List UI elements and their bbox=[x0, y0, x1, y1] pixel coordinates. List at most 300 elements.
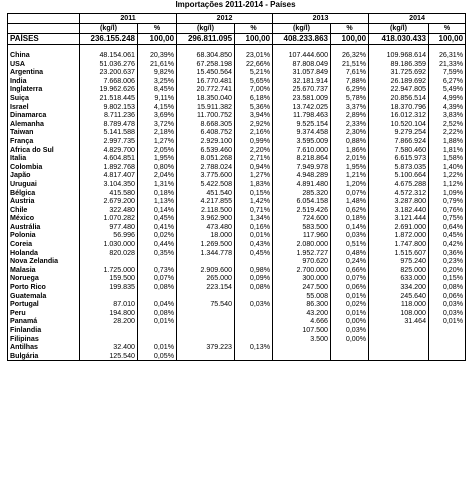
percent-cell bbox=[138, 257, 177, 266]
table-row bbox=[8, 283, 466, 292]
percent-cell: 1,95% bbox=[138, 154, 177, 163]
kg-cell: 3.500 bbox=[273, 335, 331, 344]
percent-cell: 0,14% bbox=[331, 223, 369, 232]
percent-cell: 1,09% bbox=[429, 189, 466, 198]
kg-cell bbox=[80, 257, 138, 266]
table-row bbox=[8, 197, 466, 206]
table-row bbox=[8, 60, 466, 69]
kg-cell: 20.772.741 bbox=[177, 85, 235, 94]
percent-cell: 0,07% bbox=[331, 274, 369, 283]
country-cell: Chile bbox=[8, 206, 80, 215]
kg-cell bbox=[177, 352, 235, 361]
percent-cell: 0,08% bbox=[138, 283, 177, 292]
table-row bbox=[8, 120, 466, 129]
kg-cell: 125.540 bbox=[80, 352, 138, 361]
percent-cell: 0,14% bbox=[138, 206, 177, 215]
kg-cell: 51.036.276 bbox=[80, 60, 138, 69]
kg-cell: 108.000 bbox=[369, 309, 429, 318]
percent-cell: 2,92% bbox=[235, 120, 273, 129]
country-cell: Israel bbox=[8, 103, 80, 112]
kg-cell: 18.000 bbox=[177, 231, 235, 240]
country-cell: Colombia bbox=[8, 163, 80, 172]
percent-cell: 0,44% bbox=[138, 240, 177, 249]
percent-cell: 0,36% bbox=[429, 249, 466, 258]
percent-cell: 0,43% bbox=[235, 240, 273, 249]
year-header-row bbox=[8, 14, 466, 24]
table-row bbox=[8, 68, 466, 77]
kg-cell bbox=[80, 292, 138, 301]
kg-cell: 4.829.700 bbox=[80, 146, 138, 155]
kg-cell: 7.949.978 bbox=[273, 163, 331, 172]
kg-cell: 31.057.849 bbox=[273, 68, 331, 77]
kg-cell: 31.464 bbox=[369, 317, 429, 326]
kg-cell: 43.200 bbox=[273, 309, 331, 318]
kg-cell: 55.008 bbox=[273, 292, 331, 301]
total-cell: 418.030.433 bbox=[369, 34, 429, 45]
kg-cell: 265.000 bbox=[177, 274, 235, 283]
kg-cell: 2.700.000 bbox=[273, 266, 331, 275]
kg-cell: 2.519.426 bbox=[273, 206, 331, 215]
table-row bbox=[8, 317, 466, 326]
total-cell: 236.155.248 bbox=[80, 34, 138, 45]
kg-cell: 451.540 bbox=[177, 189, 235, 198]
percent-cell: 3,37% bbox=[331, 103, 369, 112]
kg-cell: 7.866.924 bbox=[369, 137, 429, 146]
percent-cell: 3,69% bbox=[138, 111, 177, 120]
percent-cell: 21,33% bbox=[429, 60, 466, 69]
percent-cell: 6,18% bbox=[235, 94, 273, 103]
country-cell: Portugal bbox=[8, 300, 80, 309]
kg-cell: 8.668.305 bbox=[177, 120, 235, 129]
kg-cell: 975.240 bbox=[369, 257, 429, 266]
percent-cell: 0,99% bbox=[235, 137, 273, 146]
percent-cell bbox=[235, 317, 273, 326]
percent-cell: 3,94% bbox=[235, 111, 273, 120]
percent-cell: 4,99% bbox=[429, 94, 466, 103]
kg-cell: 970.620 bbox=[273, 257, 331, 266]
percent-cell: 0,76% bbox=[429, 206, 466, 215]
percent-cell: 0,03% bbox=[429, 309, 466, 318]
percent-cell: 0,73% bbox=[138, 266, 177, 275]
percent-cell: 1,31% bbox=[138, 180, 177, 189]
country-cell: China bbox=[8, 51, 80, 60]
kg-cell: 48.154.061 bbox=[80, 51, 138, 60]
country-cell: Argentina bbox=[8, 68, 80, 77]
percent-cell: 0,01% bbox=[235, 231, 273, 240]
percent-cell: 1,40% bbox=[429, 163, 466, 172]
country-cell: Austrália bbox=[8, 223, 80, 232]
kg-cell: 977.480 bbox=[80, 223, 138, 232]
kg-cell: 820.028 bbox=[80, 249, 138, 258]
percent-cell: 0,15% bbox=[235, 189, 273, 198]
kg-cell: 117.960 bbox=[273, 231, 331, 240]
kg-cell: 2.080.000 bbox=[273, 240, 331, 249]
unit-header: (kg/l) bbox=[273, 24, 331, 34]
percent-cell: 2,89% bbox=[331, 111, 369, 120]
kg-cell: 56.996 bbox=[80, 231, 138, 240]
percent-cell bbox=[429, 335, 466, 344]
percent-cell bbox=[235, 309, 273, 318]
percent-cell bbox=[235, 257, 273, 266]
percent-cell: 0,01% bbox=[138, 343, 177, 352]
percent-cell: 7,61% bbox=[331, 68, 369, 77]
country-cell: Suiça bbox=[8, 94, 80, 103]
table-row bbox=[8, 111, 466, 120]
kg-cell: 32.400 bbox=[80, 343, 138, 352]
kg-cell: 13.742.025 bbox=[273, 103, 331, 112]
kg-cell: 3.121.444 bbox=[369, 214, 429, 223]
country-cell: Coreia bbox=[8, 240, 80, 249]
percent-cell: 5,21% bbox=[235, 68, 273, 77]
kg-cell: 87.010 bbox=[80, 300, 138, 309]
kg-cell: 118.000 bbox=[369, 300, 429, 309]
kg-cell: 28.200 bbox=[80, 317, 138, 326]
kg-cell bbox=[80, 326, 138, 335]
country-cell: Taiwan bbox=[8, 128, 80, 137]
percent-cell: 1,21% bbox=[331, 171, 369, 180]
percent-cell: 0,41% bbox=[138, 223, 177, 232]
kg-cell: 5.873.035 bbox=[369, 163, 429, 172]
percent-cell: 0,45% bbox=[138, 214, 177, 223]
percent-cell: 0,06% bbox=[429, 292, 466, 301]
table-row bbox=[8, 343, 466, 352]
kg-cell: 3.104.350 bbox=[80, 180, 138, 189]
percent-cell bbox=[235, 292, 273, 301]
percent-cell: 0,64% bbox=[429, 223, 466, 232]
percent-cell bbox=[235, 352, 273, 361]
percent-cell bbox=[235, 335, 273, 344]
kg-cell: 3.595.009 bbox=[273, 137, 331, 146]
table-row bbox=[8, 128, 466, 137]
kg-cell: 2.997.735 bbox=[80, 137, 138, 146]
kg-cell: 26.189.692 bbox=[369, 77, 429, 86]
percent-cell: 0,80% bbox=[138, 163, 177, 172]
percent-cell: 1,86% bbox=[331, 146, 369, 155]
country-cell: Malasia bbox=[8, 266, 80, 275]
kg-cell bbox=[177, 309, 235, 318]
percent-cell: 5,49% bbox=[429, 85, 466, 94]
country-cell: Áustria bbox=[8, 197, 80, 206]
year-header: 2013 bbox=[273, 14, 369, 24]
percent-cell: 26,32% bbox=[331, 51, 369, 60]
country-cell: India bbox=[8, 77, 80, 86]
percent-cell: 0,48% bbox=[331, 249, 369, 258]
unit-header: % bbox=[331, 24, 369, 34]
kg-cell: 19.962.626 bbox=[80, 85, 138, 94]
percent-cell: 0,08% bbox=[138, 309, 177, 318]
country-cell: Peru bbox=[8, 309, 80, 318]
percent-cell: 21,51% bbox=[331, 60, 369, 69]
kg-cell: 31.725.692 bbox=[369, 68, 429, 77]
kg-cell: 21.518.445 bbox=[80, 94, 138, 103]
kg-cell: 75.540 bbox=[177, 300, 235, 309]
table-row bbox=[8, 309, 466, 318]
percent-cell: 4,39% bbox=[429, 103, 466, 112]
percent-cell: 1,12% bbox=[429, 180, 466, 189]
percent-cell bbox=[429, 343, 466, 352]
country-cell: Porto Rico bbox=[8, 283, 80, 292]
kg-cell: 6.408.752 bbox=[177, 128, 235, 137]
kg-cell: 23.200.637 bbox=[80, 68, 138, 77]
table-row bbox=[8, 249, 466, 258]
percent-cell bbox=[429, 352, 466, 361]
kg-cell: 825.000 bbox=[369, 266, 429, 275]
kg-cell: 9.525.154 bbox=[273, 120, 331, 129]
kg-cell: 7.580.460 bbox=[369, 146, 429, 155]
total-cell: 100,00 bbox=[235, 34, 273, 45]
percent-cell: 2,30% bbox=[331, 128, 369, 137]
percent-cell: 0,24% bbox=[331, 257, 369, 266]
percent-cell: 0,00% bbox=[331, 335, 369, 344]
kg-cell: 1.725.000 bbox=[80, 266, 138, 275]
kg-cell: 10.520.104 bbox=[369, 120, 429, 129]
percent-cell: 1,83% bbox=[235, 180, 273, 189]
kg-cell: 109.968.614 bbox=[369, 51, 429, 60]
percent-cell: 0,18% bbox=[331, 214, 369, 223]
kg-cell: 245.640 bbox=[369, 292, 429, 301]
kg-cell: 3.287.800 bbox=[369, 197, 429, 206]
table-row bbox=[8, 154, 466, 163]
total-row bbox=[8, 34, 466, 45]
percent-cell bbox=[235, 326, 273, 335]
percent-cell: 0,88% bbox=[331, 137, 369, 146]
kg-cell: 18.350.040 bbox=[177, 94, 235, 103]
kg-cell bbox=[273, 352, 331, 361]
table-row bbox=[8, 77, 466, 86]
percent-cell: 2,01% bbox=[331, 154, 369, 163]
unit-header: (kg/l) bbox=[80, 24, 138, 34]
country-cell: Bélgica bbox=[8, 189, 80, 198]
percent-cell: 9,11% bbox=[138, 94, 177, 103]
kg-cell: 1.872.000 bbox=[369, 231, 429, 240]
table-row bbox=[8, 163, 466, 172]
kg-cell: 1.070.282 bbox=[80, 214, 138, 223]
kg-cell bbox=[369, 352, 429, 361]
kg-cell bbox=[369, 326, 429, 335]
percent-cell: 4,15% bbox=[138, 103, 177, 112]
kg-cell: 8.711.236 bbox=[80, 111, 138, 120]
percent-cell: 0,01% bbox=[331, 309, 369, 318]
kg-cell: 20.856.514 bbox=[369, 94, 429, 103]
kg-cell: 3.962.900 bbox=[177, 214, 235, 223]
table-row bbox=[8, 223, 466, 232]
percent-cell: 7,88% bbox=[331, 77, 369, 86]
kg-cell: 1.892.768 bbox=[80, 163, 138, 172]
kg-cell: 6.054.158 bbox=[273, 197, 331, 206]
kg-cell: 16.012.312 bbox=[369, 111, 429, 120]
country-cell: Guatemala bbox=[8, 292, 80, 301]
country-cell: Japão bbox=[8, 171, 80, 180]
kg-cell: 68.304.850 bbox=[177, 51, 235, 60]
percent-cell: 9,82% bbox=[138, 68, 177, 77]
kg-cell bbox=[80, 335, 138, 344]
total-cell: 100,00 bbox=[138, 34, 177, 45]
kg-cell: 334.200 bbox=[369, 283, 429, 292]
year-header: 2011 bbox=[80, 14, 177, 24]
percent-cell: 0,02% bbox=[138, 231, 177, 240]
percent-cell: 0,45% bbox=[429, 231, 466, 240]
percent-cell bbox=[331, 352, 369, 361]
kg-cell: 2.909.600 bbox=[177, 266, 235, 275]
percent-cell: 5,36% bbox=[235, 103, 273, 112]
table-row bbox=[8, 231, 466, 240]
kg-cell: 199.835 bbox=[80, 283, 138, 292]
kg-cell: 9.279.254 bbox=[369, 128, 429, 137]
percent-cell: 0,03% bbox=[429, 300, 466, 309]
percent-cell: 0,16% bbox=[235, 223, 273, 232]
table-row bbox=[8, 266, 466, 275]
kg-cell: 6.615.973 bbox=[369, 154, 429, 163]
kg-cell: 322.480 bbox=[80, 206, 138, 215]
table-row bbox=[8, 146, 466, 155]
percent-cell: 2,18% bbox=[138, 128, 177, 137]
percent-cell: 0,98% bbox=[235, 266, 273, 275]
unit-header: % bbox=[429, 24, 466, 34]
kg-cell: 2.691.000 bbox=[369, 223, 429, 232]
percent-cell: 0,04% bbox=[138, 300, 177, 309]
table-row bbox=[8, 300, 466, 309]
country-cell: Finlandia bbox=[8, 326, 80, 335]
country-cell: Panamá bbox=[8, 317, 80, 326]
country-cell: Alemanha bbox=[8, 120, 80, 129]
kg-cell: 1.515.607 bbox=[369, 249, 429, 258]
country-cell: USA bbox=[8, 60, 80, 69]
kg-cell: 25.670.737 bbox=[273, 85, 331, 94]
kg-cell: 87.808.049 bbox=[273, 60, 331, 69]
percent-cell: 21,61% bbox=[138, 60, 177, 69]
percent-cell: 0,01% bbox=[138, 317, 177, 326]
table-row bbox=[8, 206, 466, 215]
kg-cell: 473.480 bbox=[177, 223, 235, 232]
kg-cell: 4.666 bbox=[273, 317, 331, 326]
country-cell: Italia bbox=[8, 154, 80, 163]
kg-cell: 5.141.588 bbox=[80, 128, 138, 137]
percent-cell: 1,48% bbox=[331, 197, 369, 206]
kg-cell: 223.154 bbox=[177, 283, 235, 292]
kg-cell bbox=[177, 292, 235, 301]
country-cell: Inglaterra bbox=[8, 85, 80, 94]
percent-cell: 0,75% bbox=[429, 214, 466, 223]
country-cell: Noruega bbox=[8, 274, 80, 283]
percent-cell: 3,25% bbox=[138, 77, 177, 86]
kg-cell bbox=[177, 335, 235, 344]
kg-cell: 107.444.600 bbox=[273, 51, 331, 60]
table-row bbox=[8, 326, 466, 335]
kg-cell: 4.217.855 bbox=[177, 197, 235, 206]
table-row bbox=[8, 292, 466, 301]
percent-cell: 2,05% bbox=[138, 146, 177, 155]
kg-cell: 7.668.006 bbox=[80, 77, 138, 86]
kg-cell: 8.218.864 bbox=[273, 154, 331, 163]
percent-cell: 0,03% bbox=[235, 300, 273, 309]
kg-cell: 300.000 bbox=[273, 274, 331, 283]
kg-cell: 86.300 bbox=[273, 300, 331, 309]
percent-cell: 0,66% bbox=[331, 266, 369, 275]
kg-cell: 5.422.508 bbox=[177, 180, 235, 189]
kg-cell: 5.100.664 bbox=[369, 171, 429, 180]
kg-cell: 3.182.440 bbox=[369, 206, 429, 215]
percent-cell: 0,08% bbox=[235, 283, 273, 292]
percent-cell: 0,18% bbox=[138, 189, 177, 198]
kg-cell: 32.181.914 bbox=[273, 77, 331, 86]
table-title: Importações 2011-2014 - Países bbox=[175, 0, 296, 9]
percent-cell bbox=[138, 292, 177, 301]
unit-header-row bbox=[8, 24, 466, 34]
percent-cell: 7,59% bbox=[429, 68, 466, 77]
percent-cell: 7,00% bbox=[235, 85, 273, 94]
percent-cell: 0,07% bbox=[138, 274, 177, 283]
percent-cell: 0,94% bbox=[235, 163, 273, 172]
total-label: PAÍSES bbox=[8, 34, 80, 45]
percent-cell: 1,95% bbox=[331, 163, 369, 172]
percent-cell: 1,81% bbox=[429, 146, 466, 155]
percent-cell: 0,01% bbox=[429, 317, 466, 326]
table-row bbox=[8, 214, 466, 223]
table-row bbox=[8, 103, 466, 112]
percent-cell: 20,39% bbox=[138, 51, 177, 60]
table-row bbox=[8, 257, 466, 266]
country-cell: Uruguai bbox=[8, 180, 80, 189]
unit-header: (kg/l) bbox=[369, 24, 429, 34]
kg-cell: 159.500 bbox=[80, 274, 138, 283]
percent-cell: 0,15% bbox=[429, 274, 466, 283]
kg-cell: 2.929.100 bbox=[177, 137, 235, 146]
kg-cell bbox=[369, 335, 429, 344]
percent-cell: 5,65% bbox=[235, 77, 273, 86]
percent-cell: 6,29% bbox=[331, 85, 369, 94]
table-row bbox=[8, 171, 466, 180]
imports-table bbox=[7, 13, 466, 361]
unit-header: % bbox=[138, 24, 177, 34]
table-row bbox=[8, 94, 466, 103]
kg-cell bbox=[369, 343, 429, 352]
kg-cell: 67.258.198 bbox=[177, 60, 235, 69]
percent-cell: 1,88% bbox=[429, 137, 466, 146]
total-cell: 296.811.095 bbox=[177, 34, 235, 45]
total-cell: 408.233.863 bbox=[273, 34, 331, 45]
kg-cell bbox=[177, 257, 235, 266]
year-header: 2012 bbox=[177, 14, 273, 24]
country-cell: Dinamarca bbox=[8, 111, 80, 120]
kg-cell: 3.775.600 bbox=[177, 171, 235, 180]
percent-cell: 1,20% bbox=[331, 180, 369, 189]
kg-cell bbox=[177, 326, 235, 335]
country-cell: México bbox=[8, 214, 80, 223]
kg-cell bbox=[273, 343, 331, 352]
table-row bbox=[8, 240, 466, 249]
percent-cell: 2,71% bbox=[235, 154, 273, 163]
percent-cell bbox=[138, 335, 177, 344]
percent-cell: 1,27% bbox=[138, 137, 177, 146]
percent-cell: 3,72% bbox=[138, 120, 177, 129]
table-row bbox=[8, 352, 466, 361]
percent-cell: 0,42% bbox=[429, 240, 466, 249]
percent-cell bbox=[429, 326, 466, 335]
percent-cell: 0,08% bbox=[429, 283, 466, 292]
percent-cell: 22,66% bbox=[235, 60, 273, 69]
kg-cell: 11.798.463 bbox=[273, 111, 331, 120]
percent-cell: 2,04% bbox=[138, 171, 177, 180]
table-row bbox=[8, 85, 466, 94]
kg-cell: 23.581.009 bbox=[273, 94, 331, 103]
kg-cell: 8.051.268 bbox=[177, 154, 235, 163]
country-cell: Bulgária bbox=[8, 352, 80, 361]
kg-cell: 18.370.796 bbox=[369, 103, 429, 112]
percent-cell: 1,34% bbox=[235, 214, 273, 223]
kg-cell: 2.679.200 bbox=[80, 197, 138, 206]
total-cell: 100,00 bbox=[331, 34, 369, 45]
country-cell: Filipinas bbox=[8, 335, 80, 344]
